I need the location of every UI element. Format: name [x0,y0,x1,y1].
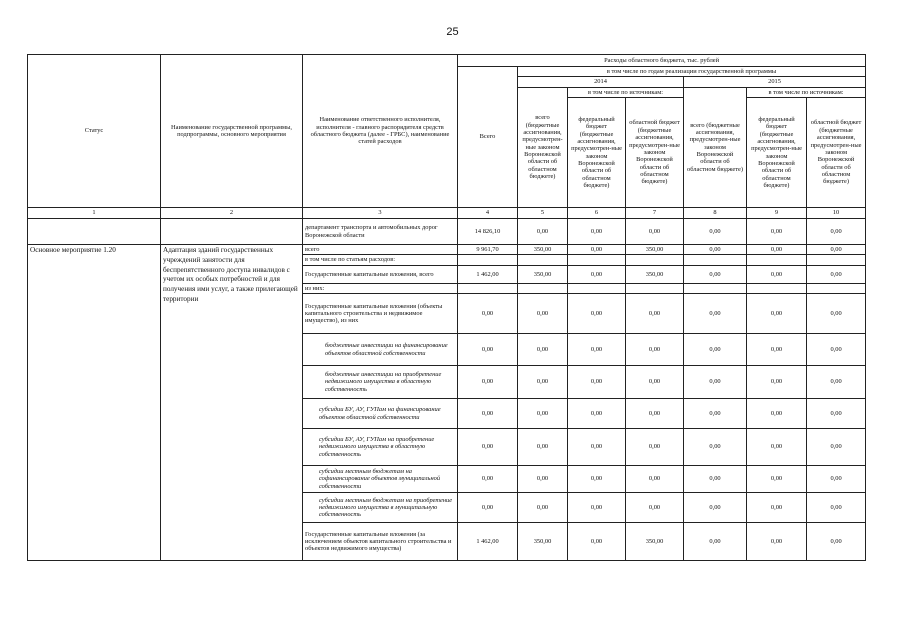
column-number: 1 [28,208,161,219]
value-2014-federal: 0,00 [568,466,626,493]
column-number: 4 [458,208,518,219]
value-2015-regional: 0,00 [807,294,866,334]
value-2015-all: 0,00 [684,523,747,561]
value-2015-federal: 0,00 [747,294,807,334]
value-2015-federal: 0,00 [747,219,807,245]
value-2015-federal: 0,00 [747,493,807,523]
value-2014-all: 0,00 [518,429,568,466]
value-2014-regional: 0,00 [626,334,684,366]
row-label: Государственные капитальные вложения, всего [303,265,458,283]
value-2015-all: 0,00 [684,265,747,283]
value-2015-federal: 0,00 [747,429,807,466]
header-year-2015: 2015 [684,77,866,87]
row-label: субсидии БУ, АУ, ГУПам на приобретение недвижимого имущества в областную собственность [303,429,458,466]
value-2014-all: 0,00 [518,334,568,366]
header-2015-federal: федеральный бюджет (бюджетные ассигнования, предусмотрен-ные законом Воронежской области об областном бюджете) [747,98,807,208]
header-expenses-title: Расходы областного бюджета, тыс. рублей [458,55,866,67]
value-total: 0,00 [458,466,518,493]
value-2015-all: 0,00 [684,294,747,334]
value-total: 14 826,10 [458,219,518,245]
value-2014-federal: 0,00 [568,265,626,283]
value-2015-all: 0,00 [684,366,747,399]
row-label: субсидии БУ, АУ, ГУПам на финансирование объектов областной собственности [303,399,458,429]
header-year-2014: 2014 [518,77,684,87]
value-2015-all: 0,00 [684,493,747,523]
value-2015-all: 0,00 [684,399,747,429]
value-total: 0,00 [458,294,518,334]
value-2014-regional: 0,00 [626,294,684,334]
row-label: субсидии местным бюджетам на приобретение недвижимого имущества в муниципальную собственность [303,493,458,523]
header-2015-all: всего (бюджетные ассигнования, предусмотрен-ные законом Воронежской области об областном бюджете) [684,87,747,207]
header-2015-by-sources: в том числе по источникам: [747,87,866,97]
value-total: 0,00 [458,429,518,466]
value-2014-all: 350,00 [518,245,568,255]
header-2014-all: всего (бюджетные ассигнования, предусмотрен-ные законом Воронежской области об областном бюджете) [518,87,568,207]
header-2014-regional: областной бюджет (бюджетные ассигнования, предусмотрен-ные законом Воронежской области об областном бюджете) [626,98,684,208]
row-label: всего [303,245,458,255]
value-2014-federal: 0,00 [568,366,626,399]
row-label: субсидии местным бюджетам на софинансирование объектов муниципальной собственности [303,466,458,493]
value-2015-regional: 0,00 [807,399,866,429]
value-total: 0,00 [458,334,518,366]
value-2015-federal: 0,00 [747,265,807,283]
value-2015-federal: 0,00 [747,466,807,493]
row-label: бюджетные инвестиции на приобретение недвижимого имущества в областную собственность [303,366,458,399]
header-executor: Наименование ответственного исполнителя, исполнителя - главного распорядителя средств областного бюджета (далее - ГРБС), наименование статей расходов [303,55,458,208]
header-program-name: Наименование государственной программы, подпрограммы, основного мероприятия [161,55,303,208]
column-number: 5 [518,208,568,219]
value-total: 1 462,00 [458,265,518,283]
value-2015-regional: 0,00 [807,219,866,245]
value-2014-federal: 0,00 [568,334,626,366]
table-row [28,219,866,245]
column-number: 8 [684,208,747,219]
value-2014-all: 0,00 [518,493,568,523]
value-2015-all: 0,00 [684,466,747,493]
column-number: 6 [568,208,626,219]
value-2015-regional: 0,00 [807,245,866,255]
value-2015-regional: 0,00 [807,265,866,283]
value-2014-regional: 0,00 [626,493,684,523]
table-row [28,245,866,255]
value-2015-all: 0,00 [684,245,747,255]
value-2014-all: 0,00 [518,294,568,334]
value-2014-federal: 0,00 [568,245,626,255]
column-number: 10 [807,208,866,219]
value-2014-regional: 0,00 [626,399,684,429]
header-by-years: в том числе по годам реализации государственной программы [518,67,866,77]
value-2015-federal: 0,00 [747,523,807,561]
value-2015-regional: 0,00 [807,366,866,399]
header-status: Статус [28,55,161,208]
status-cell [28,219,161,245]
value-total: 0,00 [458,366,518,399]
value-2014-regional: 350,00 [626,245,684,255]
value-2015-regional: 0,00 [807,429,866,466]
column-number: 2 [161,208,303,219]
value-2014-regional: 350,00 [626,523,684,561]
row-label: Государственные капитальные вложения (объекты капитального строительства и недвижимое имущество), из них [303,294,458,334]
value-2014-federal: 0,00 [568,294,626,334]
header-2014-federal: федеральный бюджет (бюджетные ассигнования, предусмотрен-ные законом Воронежской области об областном бюджете) [568,98,626,208]
header-2015-regional: областной бюджет (бюджетные ассигнования, предусмотрен-ные законом Воронежской области об областном бюджете) [807,98,866,208]
value-2014-federal: 0,00 [568,493,626,523]
value-2014-all: 0,00 [518,466,568,493]
value-2014-all: 0,00 [518,399,568,429]
value-2014-all: 350,00 [518,265,568,283]
value-2014-all: 0,00 [518,366,568,399]
value-2014-regional: 0,00 [626,219,684,245]
column-number: 9 [747,208,807,219]
value-2014-regional: 0,00 [626,466,684,493]
value-2015-federal: 0,00 [747,334,807,366]
header-2014-by-sources: в том числе по источникам: [568,87,684,97]
value-2015-all: 0,00 [684,334,747,366]
value-2014-all: 350,00 [518,523,568,561]
value-total: 9 961,70 [458,245,518,255]
value-2014-regional: 0,00 [626,366,684,399]
program-cell [161,219,303,245]
measure-name: Адаптация зданий государственных учреждений занятости для беспрепятственного доступа инвалидов с учетом их особых потребностей и для получения ими услуг, а также прилегающей территории [161,245,303,561]
row-label: в том числе по статьям расходов: [303,255,458,265]
column-number: 7 [626,208,684,219]
column-numbers-row [28,208,866,219]
header-total: Всего [458,67,518,208]
value-2014-federal: 0,00 [568,219,626,245]
value-total: 1 462,00 [458,523,518,561]
value-2015-federal: 0,00 [747,366,807,399]
value-2014-regional: 0,00 [626,429,684,466]
row-label: из них: [303,283,458,293]
value-2015-regional: 0,00 [807,523,866,561]
value-2014-federal: 0,00 [568,399,626,429]
value-2015-regional: 0,00 [807,334,866,366]
row-label: департамент транспорта и автомобильных дорог Воронежской области [303,219,458,245]
value-total: 0,00 [458,493,518,523]
value-2015-regional: 0,00 [807,493,866,523]
value-2015-federal: 0,00 [747,245,807,255]
page-number: 25 [446,26,459,38]
value-2015-federal: 0,00 [747,399,807,429]
value-2014-all: 0,00 [518,219,568,245]
budget-table [27,54,866,561]
value-total: 0,00 [458,399,518,429]
row-label: бюджетные инвестиции на финансирование объектов областной собственности [303,334,458,366]
measure-status: Основное мероприятие 1.20 [28,245,161,561]
column-number: 3 [303,208,458,219]
value-2014-federal: 0,00 [568,429,626,466]
value-2015-all: 0,00 [684,219,747,245]
value-2015-regional: 0,00 [807,466,866,493]
value-2014-federal: 0,00 [568,523,626,561]
value-2015-all: 0,00 [684,429,747,466]
value-2014-regional: 350,00 [626,265,684,283]
row-label: Государственные капитальные вложения (за исключением объектов капитального строительства и объектов недвижимого имущества) [303,523,458,561]
